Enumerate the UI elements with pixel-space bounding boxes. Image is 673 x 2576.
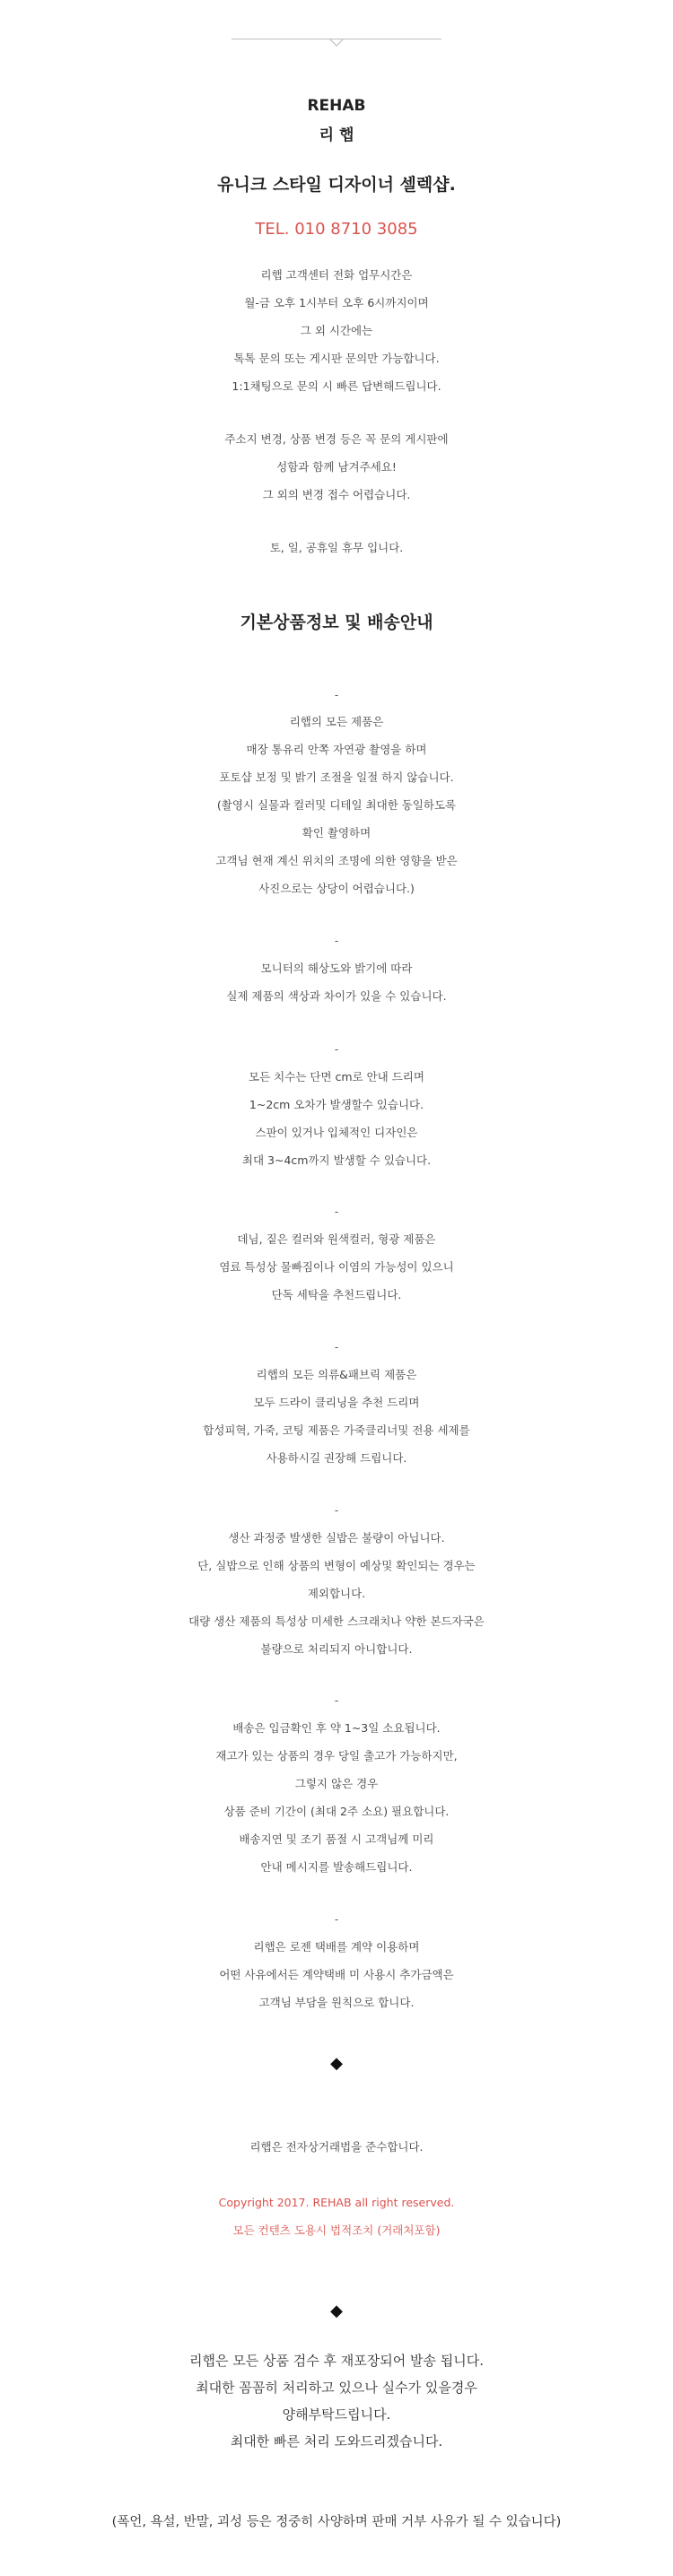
block-line: 최대 3~4cm까지 발생할 수 있습니다. [241, 1153, 432, 1167]
block-line: 사진으로는 상당이 어렵습니다.) [258, 882, 415, 895]
brand-name-en: REHAB [307, 97, 366, 115]
change-line: 성함과 함께 남겨주세요! [276, 460, 397, 474]
block-line: 합성피혁, 가죽, 코팅 제품은 가죽클리너및 전용 세제를 [203, 1423, 470, 1437]
block-line: 리햅의 모든 제품은 [289, 715, 384, 728]
block-line: 고객님 부담을 원칙으로 합니다. [258, 1996, 415, 2009]
cs-line: 1:1채팅으로 문의 시 빠른 답변해드립니다. [232, 379, 441, 393]
block-line: 확인 촬영하며 [302, 826, 371, 840]
inspect-line: 양해부탁드립니다. [282, 2406, 391, 2423]
block-line: 스판이 있거나 입체적인 디자인은 [255, 1126, 418, 1139]
block-line: 생산 과정중 발생한 실밥은 불량이 아닙니다. [228, 1531, 445, 1545]
block-line: 단독 세탁을 추천드립니다. [271, 1288, 402, 1301]
dash-marker: - [334, 1341, 339, 1353]
block-line: 1~2cm 오차가 발생할수 있습니다. [249, 1098, 424, 1111]
brand-name-ko: 리 햅 [319, 126, 354, 144]
copyright: Copyright 2017. REHAB all right reserved. [218, 2196, 455, 2209]
block-line: 재고가 있는 상품의 경우 당일 출고가 가능하지만, [215, 1749, 458, 1762]
dash-marker: - [334, 1043, 339, 1056]
block-line: 불량으로 처리되지 아니합니다. [260, 1642, 413, 1656]
change-line: 주소지 변경, 상품 변경 등은 꼭 문의 게시판에 [224, 432, 449, 446]
tel-number: TEL. 010 8710 3085 [255, 220, 418, 239]
block-line: 상품 준비 기간이 (최대 2주 소요) 필요합니다. [223, 1805, 450, 1818]
dash-marker: - [334, 1504, 339, 1517]
inspect-line: 리햅은 모든 상품 검수 후 재포장되어 발송 됩니다. [189, 2353, 484, 2369]
block-line: 어떤 사유에서든 계약택배 미 사용시 추가금액은 [219, 1968, 454, 1981]
holiday-notice: 토, 일, 공휴일 휴무 입니다. [269, 541, 404, 554]
block-line: 염료 특성상 물빠짐이나 이염의 가능성이 있으니 [219, 1260, 454, 1274]
block-line: 제외합니다. [307, 1587, 366, 1600]
block-line: 단, 실밥으로 인해 상품의 변형이 예상및 확인되는 경우는 [197, 1559, 476, 1572]
block-line: 배송은 입금확인 후 약 1~3일 소요됩니다. [232, 1721, 441, 1735]
cs-line: 월-금 오후 1시부터 오후 6시까지이며 [244, 296, 429, 309]
block-line: 그렇지 않은 경우 [294, 1777, 379, 1790]
section-title: 기본상품정보 및 배송안내 [240, 613, 433, 632]
cs-line: 리햅 고객센터 전화 업무시간은 [260, 268, 413, 282]
diamond-icon: ◆ [330, 2054, 343, 2073]
change-line: 그 외의 변경 접수 어렵습니다. [262, 488, 411, 501]
dash-marker: - [334, 1913, 339, 1926]
block-line: 고객님 현재 계신 위치의 조명에 의한 영향을 받은 [215, 854, 458, 867]
block-line: 매장 통유리 안쪽 자연광 촬영을 하며 [246, 743, 427, 756]
block-line: 모두 드라이 클리닝을 추천 드리며 [253, 1396, 420, 1409]
cs-line: 그 외 시간에는 [300, 324, 373, 337]
dash-marker: - [334, 689, 339, 701]
chevron-down-icon [329, 39, 344, 48]
dash-marker: - [334, 1205, 339, 1218]
tagline: 유니크 스타일 디자이너 셀렉샵. [217, 175, 456, 195]
block-line: 리햅은 로젠 택배를 계약 이용하며 [253, 1940, 420, 1954]
block-line: 실제 제품의 색상과 차이가 있을 수 있습니다. [226, 989, 447, 1003]
block-line: 사용하시길 권장해 드립니다. [266, 1451, 407, 1465]
block-line: 안내 메시지를 발송해드립니다. [260, 1860, 413, 1874]
inspect-line: 최대한 빠른 처리 도와드리겠습니다. [230, 2433, 443, 2450]
block-line: (촬영시 실물과 컬러및 디테일 최대한 동일하도록 [216, 798, 457, 812]
block-line: 리햅의 모든 의류&패브릭 제품은 [256, 1368, 417, 1381]
block-line: 포토샵 보정 및 밝기 조절을 일절 하지 않습니다. [219, 770, 454, 784]
diamond-icon: ◆ [330, 2302, 343, 2320]
cs-line: 톡톡 문의 또는 게시판 문의만 가능합니다. [233, 352, 440, 365]
block-line: 배송지연 및 조기 품절 시 고객님께 미리 [239, 1832, 434, 1846]
block-line: 모니터의 해상도와 밝기에 따라 [260, 962, 413, 975]
block-line: 데님, 짙은 컬러와 원색컬러, 형광 제품은 [237, 1232, 436, 1246]
law-notice: 리햅은 전자상거래법을 준수합니다. [249, 2140, 424, 2154]
dash-marker: - [334, 1694, 339, 1707]
block-line: 대량 생산 제품의 특성상 미세한 스크래치나 약한 본드자국은 [188, 1614, 485, 1628]
dash-marker: - [334, 935, 339, 947]
inspect-line: 최대한 꼼꼼히 처리하고 있으나 실수가 있을경우 [196, 2380, 477, 2396]
copyright-warning: 모든 컨텐츠 도용시 법적조치 (거래처포함) [232, 2224, 441, 2237]
warning-notice: (폭언, 욕설, 반말, 괴성 등은 정중히 사양하며 판매 거부 사유가 될 수 있습니다) [111, 2515, 562, 2529]
block-line: 모든 치수는 단면 cm로 안내 드리며 [249, 1070, 424, 1083]
